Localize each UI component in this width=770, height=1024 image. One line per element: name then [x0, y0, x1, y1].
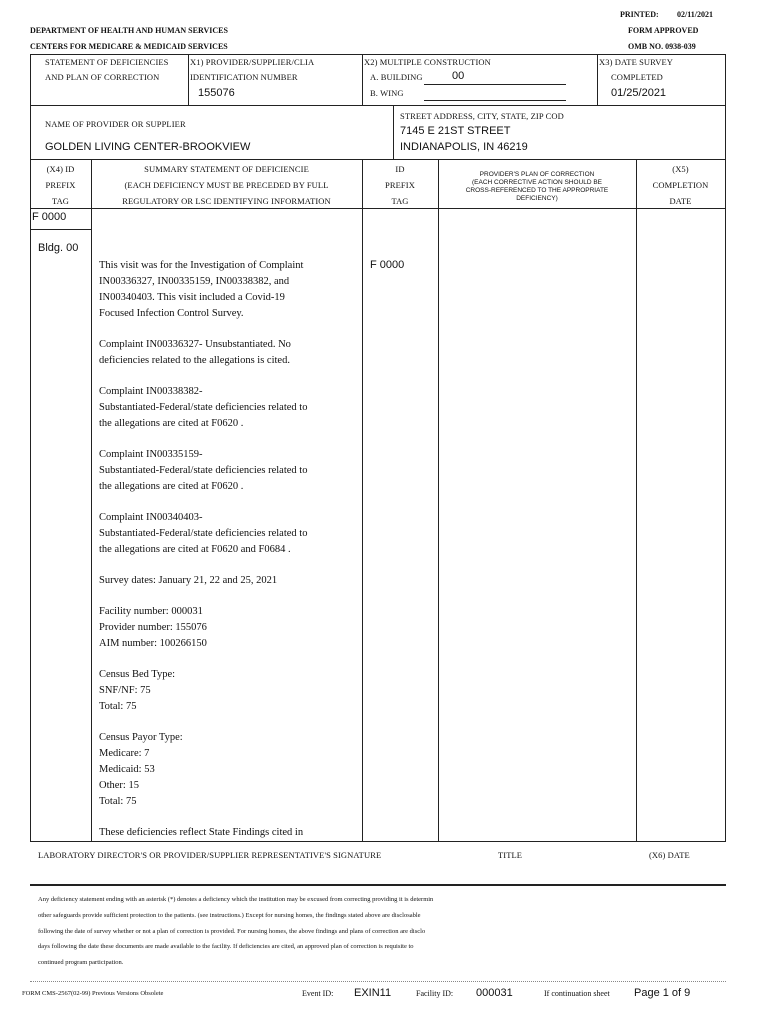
provider-id-value: 155076	[198, 87, 235, 99]
paragraph: This visit was for the Investigation of Complaint IN00336327, IN00335159, IN00338382, and IN00340403. This visit included a Covid-19 Focused Infection Control Survey.	[99, 260, 304, 319]
id-header-2: PREFIX	[385, 180, 415, 190]
building-label: A. BUILDING	[370, 72, 423, 82]
x4-header-2: PREFIX	[45, 180, 76, 190]
address-line-2: INDIANAPOLIS, IN 46219	[400, 141, 528, 153]
statement-label: STATEMENT OF DEFICIENCIES	[45, 57, 169, 67]
disclaimer-line: following the date of survey whether or not a plan of correction is provided. For nursing homes, the above findings and plans of correction are disclo	[38, 928, 426, 935]
paragraph: Facility number: 000031 Provider number: 155076 AIM number: 100266150	[99, 606, 207, 649]
signature-label: LABORATORY DIRECTOR'S OR PROVIDER/SUPPLIER REPRESENTATIVE'S SIGNATURE	[38, 850, 382, 860]
identification-label: IDENTIFICATION NUMBER	[190, 72, 298, 82]
summary-header-1: SUMMARY STATEMENT OF DEFICIENCIE	[144, 164, 309, 174]
disclaimer-line: other safeguards provide sufficient protection to the patients. (see instructions.) Except for nursing homes, the findings stated above are disclosable	[38, 912, 421, 919]
x6-date-label: (X6) DATE	[649, 850, 690, 860]
x2-label: X2) MULTIPLE CONSTRUCTION	[364, 57, 491, 67]
building-tag: Bldg. 00	[38, 242, 79, 254]
completed-label: COMPLETED	[611, 72, 663, 82]
page-indicator: Page 1 of 9	[634, 987, 691, 999]
summary-header-2: (EACH DEFICIENCY MUST BE PRECEDED BY FULL	[124, 180, 329, 190]
centers-line: CENTERS FOR MEDICARE & MEDICAID SERVICES	[30, 42, 228, 51]
paragraph: Complaint IN00335159- Substantiated-Federal/state deficiencies related to the allegations are cited at F0620 .	[99, 449, 308, 492]
wing-label: B. WING	[370, 88, 404, 98]
x5-header-1: (X5)	[672, 164, 689, 174]
form-approved: FORM APPROVED	[628, 26, 699, 35]
event-id-value: EXIN11	[354, 987, 392, 999]
plan-header-3: CROSS-REFERENCED TO THE APPROPRIATE	[465, 187, 609, 194]
disclaimer-line: Any deficiency statement ending with an asterisk (*) denotes a deficiency which the institution may be excused from correcting providing it is determin	[38, 896, 434, 903]
disclaimer-line: days following the date these documents are made available to the facility. If deficiencies are cited, an approved plan of correction is requisite to	[38, 943, 414, 950]
provider-name-label: NAME OF PROVIDER OR SUPPLIER	[45, 119, 186, 129]
event-id-label: Event ID:	[302, 989, 334, 998]
plan-header-2: (EACH CORRECTIVE ACTION SHOULD BE	[471, 179, 603, 186]
address-label: STREET ADDRESS, CITY, STATE, ZIP COD	[400, 111, 564, 121]
form-id: FORM CMS-2567(02-99) Previous Versions Obsolete	[22, 990, 164, 997]
printed-date: 02/11/2021	[677, 10, 714, 19]
id-header-1: ID	[395, 164, 405, 174]
plan-header-4: DEFICIENCY)	[516, 195, 558, 202]
summary-header-3: REGULATORY OR LSC IDENTIFYING INFORMATION	[122, 196, 331, 206]
x5-header-3: DATE	[669, 196, 692, 206]
provider-name-value: GOLDEN LIVING CENTER-BROOKVIEW	[45, 141, 251, 153]
x3-label: X3) DATE SURVEY	[599, 57, 674, 67]
disclaimer-line: continued program participation.	[38, 959, 124, 966]
paragraph: Census Bed Type: SNF/NF: 75 Total: 75	[99, 669, 176, 712]
building-value: 00	[452, 70, 465, 82]
dept-line: DEPARTMENT OF HEALTH AND HUMAN SERVICES	[30, 26, 228, 35]
survey-date-value: 01/25/2021	[611, 87, 667, 99]
paragraph: Complaint IN00338382- Substantiated-Federal/state deficiencies related to the allegations are cited at F0620 .	[99, 386, 308, 429]
title-label: TITLE	[498, 850, 523, 860]
continuation-label: If continuation sheet	[544, 989, 610, 998]
facility-id-value: 000031	[476, 987, 513, 999]
facility-id-label: Facility ID:	[416, 989, 454, 998]
id-header-3: TAG	[391, 196, 409, 206]
paragraph: Survey dates: January 21, 22 and 25, 2021	[99, 575, 278, 586]
x4-header-1: (X4) ID	[46, 164, 75, 174]
paragraph: Complaint IN00336327- Unsubstantiated. No deficiencies related to the allegations is cited.	[99, 339, 291, 366]
x5-header-2: COMPLETION	[652, 180, 709, 190]
x4-header-3: TAG	[51, 196, 70, 206]
summary-statement	[99, 258, 361, 856]
omb-number: OMB NO. 0938-039	[628, 42, 696, 51]
address-line-1: 7145 E 21ST STREET	[400, 125, 511, 137]
table-right-border	[725, 54, 726, 842]
table-top-border	[30, 54, 726, 55]
paragraph: Complaint IN00340403- Substantiated-Federal/state deficiencies related to the allegations are cited at F0620 and F0684 .	[99, 512, 308, 555]
printed-label: PRINTED:	[620, 10, 659, 19]
paragraph: Census Payor Type: Medicare: 7 Medicaid: 53 Other: 15 Total: 75	[99, 732, 183, 807]
plan-label: AND PLAN OF CORRECTION	[45, 72, 160, 82]
right-tag: F 0000	[370, 259, 405, 271]
plan-header-1: PROVIDER'S PLAN OF CORRECTION	[479, 171, 595, 178]
paragraph: These deficiencies reflect State Findings cited in	[99, 827, 304, 838]
x1-label: X1) PROVIDER/SUPPLIER/CLIA	[190, 57, 315, 67]
left-tag: F 0000	[32, 211, 67, 223]
